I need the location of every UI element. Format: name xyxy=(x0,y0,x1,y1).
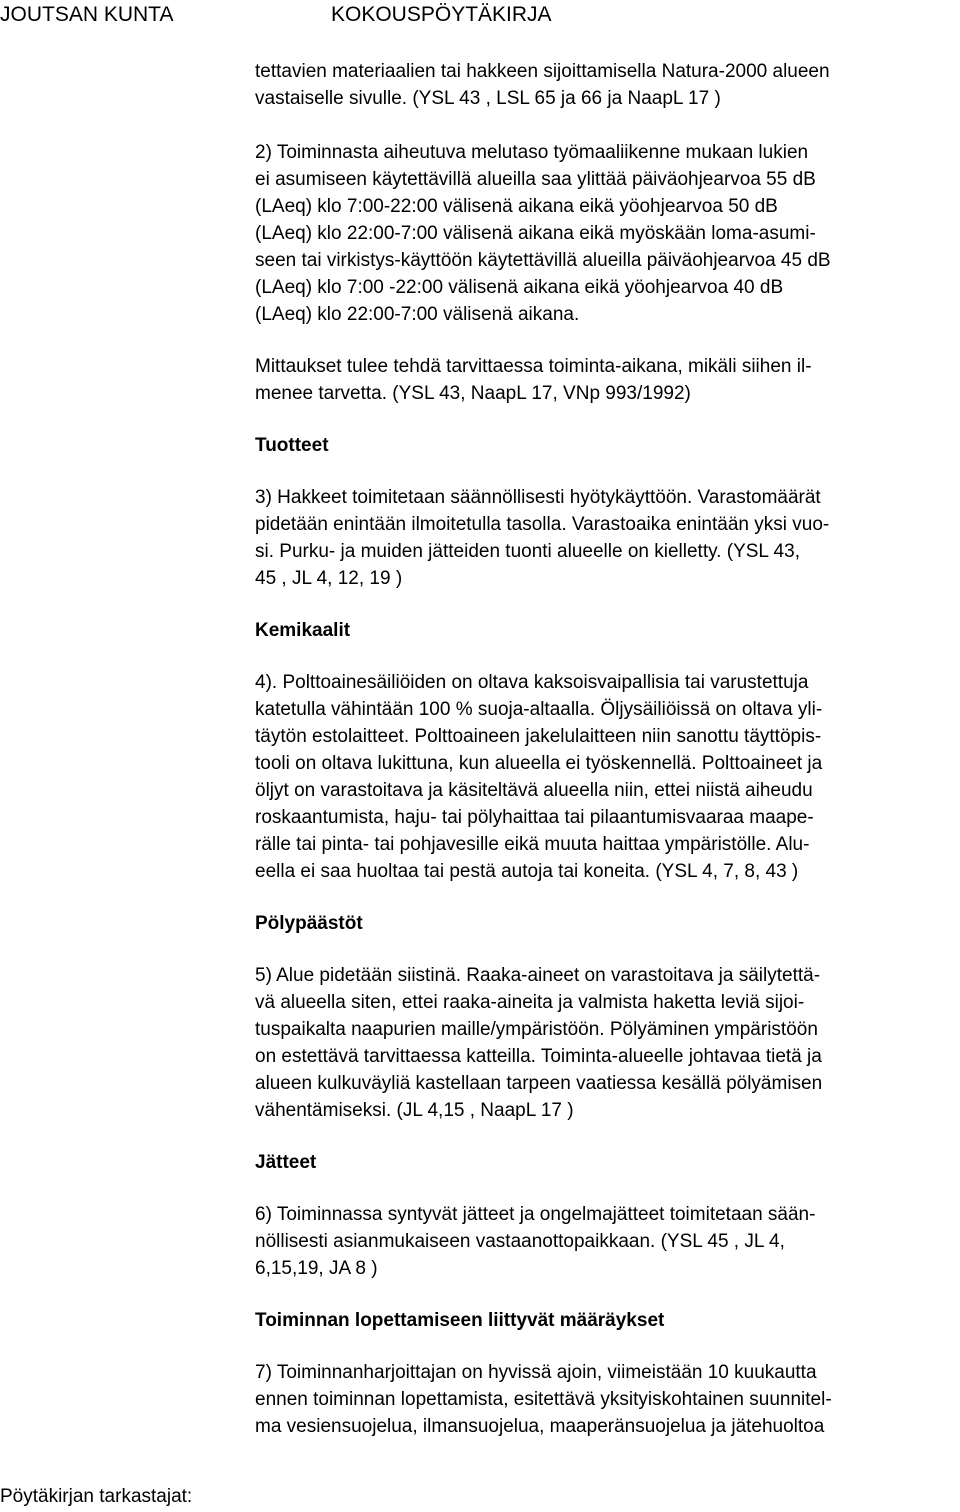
text-line: Mittaukset tulee tehdä tarvittaessa toiminta-aikana, mikäli siihen il- xyxy=(255,356,812,377)
text-line: vä alueella siten, ettei raaka-aineita ja valmista haketta leviä sijoi- xyxy=(255,992,805,1013)
text-line: si. Purku- ja muiden jätteiden tuonti alueelle on kielletty. (YSL 43, xyxy=(255,541,800,562)
text-line: 4). Polttoainesäiliöiden on oltava kaksoisvaipallisia tai varustettuja xyxy=(255,672,809,693)
municipality-name: JOUTSAN KUNTA xyxy=(0,3,174,26)
text-line: ma vesiensuojelua, ilmansuojelua, maaperänsuojelua ja jätehuoltoa xyxy=(255,1416,825,1437)
text-line: vähentämiseksi. (JL 4,15 , NaapL 17 ) xyxy=(255,1100,574,1121)
text-line: täytön estolaitteet. Polttoaineen jakelulaitteen niin sanottu täyttöpis- xyxy=(255,726,822,747)
section-heading-closure: Toiminnan lopettamiseen liittyvät määräykset xyxy=(255,1310,665,1331)
document-body xyxy=(255,58,955,1440)
text-line: (LAeq) klo 7:00 -22:00 välisenä aikana eikä yöohjearvoa 40 dB xyxy=(255,277,784,298)
paragraph-dust xyxy=(255,962,955,1124)
document-type: KOKOUSPÖYTÄKIRJA xyxy=(331,3,552,26)
text-line: pidetään enintään ilmoitetulla tasolla. Varastoaika enintään yksi vuo- xyxy=(255,514,830,535)
text-line: roskaantumista, haju- tai pölyhaittaa tai pilaantumisvaaraa maape- xyxy=(255,807,814,828)
text-line: on estettävä tarvittaessa katteilla. Toiminta-alueelle johtavaa tietä ja xyxy=(255,1046,822,1067)
text-line: ennen toiminnan lopettamista, esitettävä yksityiskohtainen suunnitel- xyxy=(255,1389,832,1410)
text-line: 6) Toiminnassa syntyvät jätteet ja ongelmajätteet toimitetaan sään- xyxy=(255,1204,816,1225)
section-heading-waste: Jätteet xyxy=(255,1152,317,1173)
text-line: katetulla vähintään 100 % suoja-altaalla. Öljysäiliöissä on oltava yli- xyxy=(255,699,823,720)
text-line: vastaiselle sivulle. (YSL 43 , LSL 65 ja 66 ja NaapL 17 ) xyxy=(255,88,721,109)
text-line: rälle tai pinta- tai pohjavesille eikä muuta haittaa ympäristölle. Alu- xyxy=(255,834,810,855)
text-line: (LAeq) klo 22:00-7:00 välisenä aikana eikä myöskään loma-asumi- xyxy=(255,223,816,244)
text-line: tettavien materiaalien tai hakkeen sijoittamisella Natura-2000 alueen xyxy=(255,61,830,82)
text-line: nöllisesti asianmukaiseen vastaanottopaikkaan. (YSL 45 , JL 4, xyxy=(255,1231,785,1252)
text-line: 7) Toiminnanharjoittajan on hyvissä ajoin, viimeistään 10 kuukautta xyxy=(255,1362,817,1383)
paragraph-closure xyxy=(255,1359,955,1440)
reviewers-label: Pöytäkirjan tarkastajat: xyxy=(0,1486,193,1507)
paragraph-intro xyxy=(255,58,955,112)
text-line: 3) Hakkeet toimitetaan säännöllisesti hyötykäyttöön. Varastomäärät xyxy=(255,487,821,508)
paragraph-products xyxy=(255,484,955,592)
text-line: (LAeq) klo 7:00-22:00 välisenä aikana eikä yöohjearvoa 50 dB xyxy=(255,196,778,217)
text-line: 6,15,19, JA 8 ) xyxy=(255,1258,378,1279)
text-line: alueen kulkuväyliä kastellaan tarpeen vaatiessa kesällä pölyämisen xyxy=(255,1073,823,1094)
page-header xyxy=(0,2,960,28)
text-line: ei asumiseen käytettävillä alueilla saa ylittää päiväohjearvoa 55 dB xyxy=(255,169,816,190)
text-line: 2) Toiminnasta aiheutuva melutaso työmaaliikenne mukaan lukien xyxy=(255,142,809,163)
text-line: (LAeq) klo 22:00-7:00 välisenä aikana. xyxy=(255,304,580,325)
text-line: menee tarvetta. (YSL 43, NaapL 17, VNp 993/1992) xyxy=(255,383,691,404)
text-line: 5) Alue pidetään siistinä. Raaka-aineet on varastoitava ja säilytettä- xyxy=(255,965,821,986)
section-heading-dust: Pölypäästöt xyxy=(255,913,363,934)
paragraph-noise xyxy=(255,139,955,328)
text-line: tuspaikalta naapurien maille/ympäristöön. Pölyäminen ympäristöön xyxy=(255,1019,818,1040)
text-line: eella ei saa huoltaa tai pestä autoja tai koneita. (YSL 4, 7, 8, 43 ) xyxy=(255,861,799,882)
paragraph-waste xyxy=(255,1201,955,1282)
text-line: 45 , JL 4, 12, 19 ) xyxy=(255,568,403,589)
text-line: seen tai virkistys-käyttöön käytettävillä alueilla päiväohjearvoa 45 dB xyxy=(255,250,831,271)
text-line: öljyt on varastoitava ja käsiteltävä alueella niin, ettei niistä aiheudu xyxy=(255,780,813,801)
section-heading-chemicals: Kemikaalit xyxy=(255,620,351,641)
section-heading-products: Tuotteet xyxy=(255,435,329,456)
paragraph-measurements xyxy=(255,353,955,407)
paragraph-chemicals xyxy=(255,669,955,885)
text-line: tooli on oltava lukittuna, kun alueella ei työskennellä. Polttoaineet ja xyxy=(255,753,823,774)
